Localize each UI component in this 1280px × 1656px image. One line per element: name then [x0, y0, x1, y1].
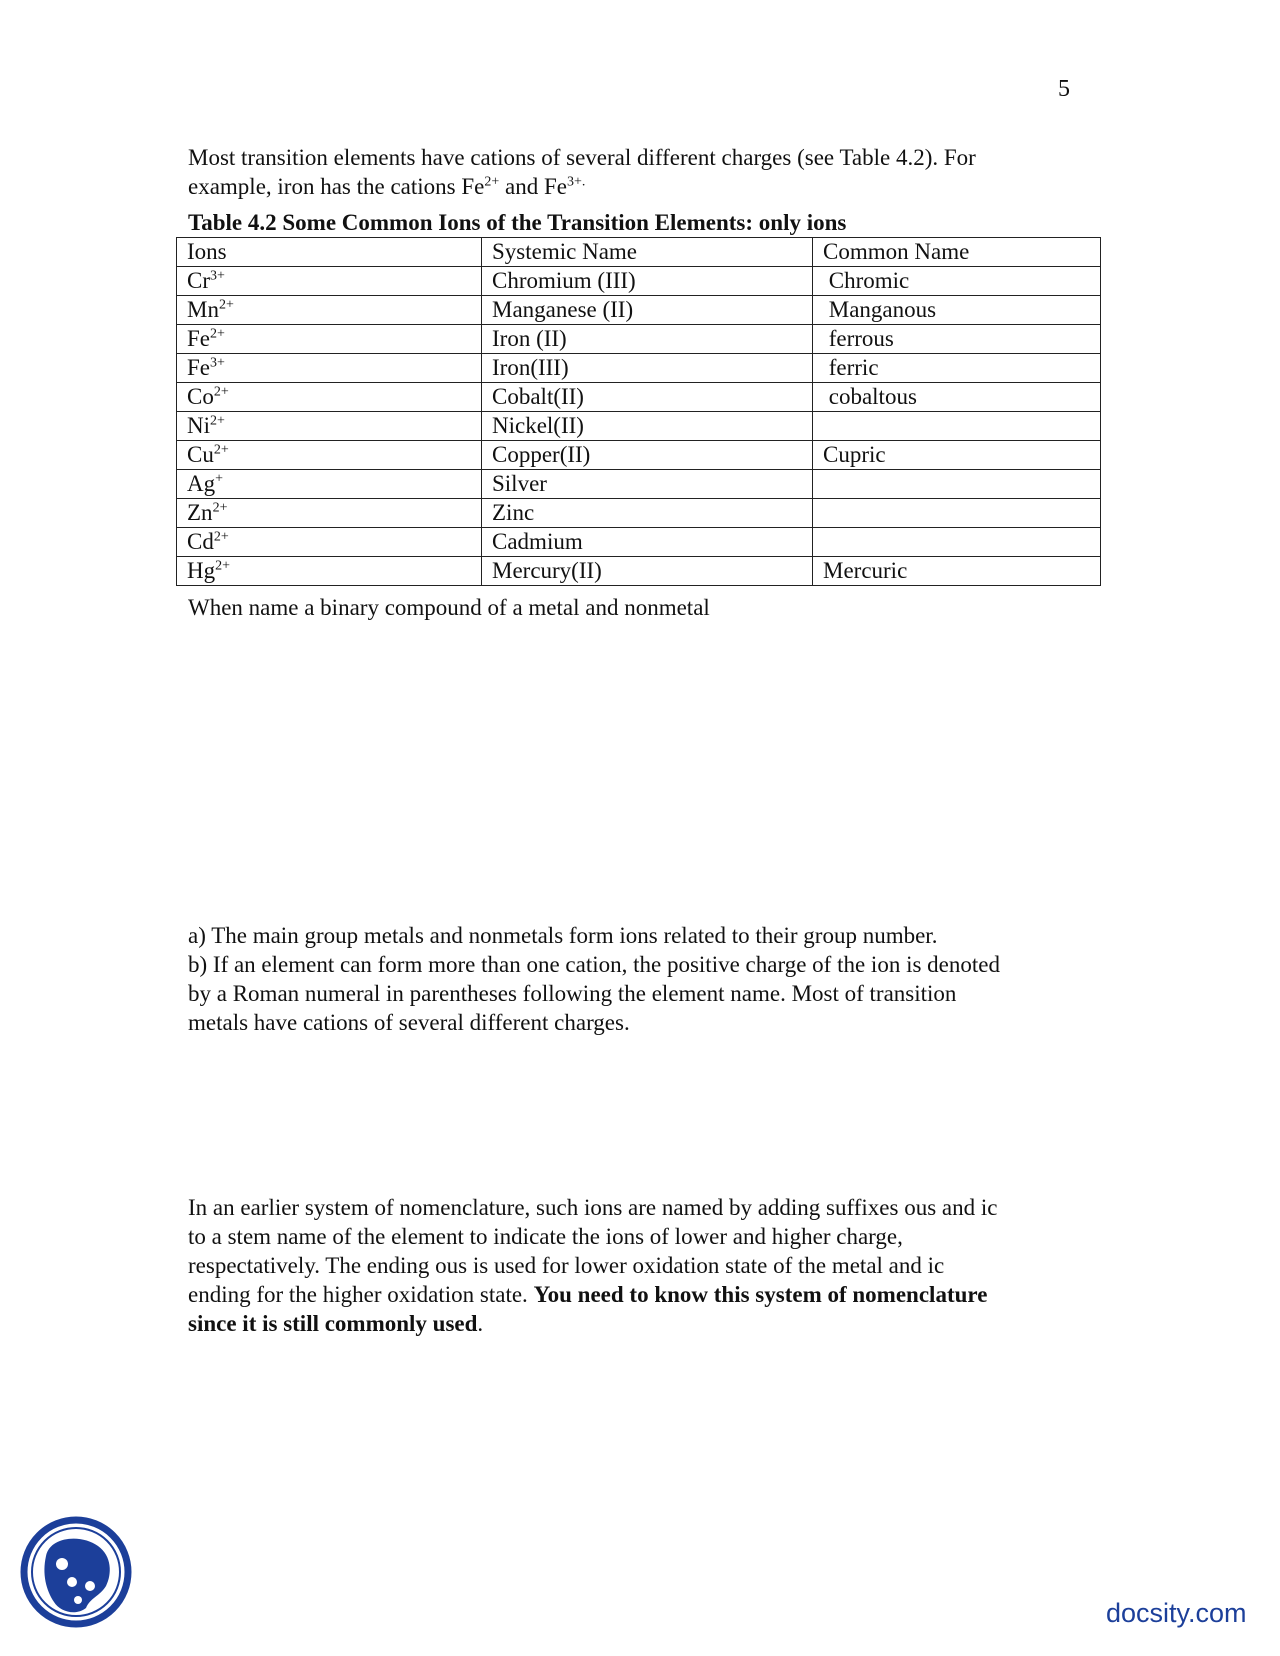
- ion-cell: [177, 557, 482, 586]
- rule-b-line-3: metals have cations of several different charges.: [188, 1010, 630, 1035]
- ion-symbol: Fe: [187, 355, 210, 380]
- systemic-name-cell: Copper(II): [482, 441, 813, 470]
- systemic-name-cell: Nickel(II): [482, 412, 813, 441]
- rule-a: a) The main group metals and nonmetals form ions related to their group number.: [188, 923, 938, 948]
- older-line-5-end: .: [477, 1311, 484, 1336]
- systemic-name-cell: Silver: [482, 470, 813, 499]
- systemic-name-cell: Chromium (III): [482, 267, 813, 296]
- intro-line-2-mid: and Fe: [499, 174, 567, 199]
- rules-paragraph: [188, 921, 1088, 1037]
- older-line-4: ending for the higher oxidation state.: [188, 1282, 534, 1307]
- table-caption: Table 4.2 Some Common Ions of the Transition Elements: only ions: [188, 210, 847, 235]
- rule-b-line-2: by a Roman numeral in parentheses following the element name. Most of transition: [188, 981, 957, 1006]
- table-row: [177, 528, 1101, 557]
- ion-symbol: Fe: [187, 326, 210, 351]
- common-name-cell: Mercuric: [813, 557, 1101, 586]
- docsity-brand-link[interactable]: docsity.com: [1106, 1598, 1247, 1628]
- table-row: [177, 267, 1101, 296]
- ion-charge: 2+: [212, 500, 228, 516]
- table-row: [177, 383, 1101, 412]
- ion-charge: 2+: [215, 558, 231, 574]
- systemic-name-cell: Cadmium: [482, 528, 813, 557]
- systemic-name-cell: Iron (II): [482, 325, 813, 354]
- ion-cell: [177, 354, 482, 383]
- systemic-name-cell: Zinc: [482, 499, 813, 528]
- systemic-name-cell: Iron(III): [482, 354, 813, 383]
- table-row: [177, 296, 1101, 325]
- ion-symbol: Co: [187, 384, 214, 409]
- common-name-cell: [813, 470, 1101, 499]
- table-header-row: [177, 238, 1101, 267]
- ion-symbol: Ni: [187, 413, 210, 438]
- ion-cell: [177, 325, 482, 354]
- ion-charge: 2+: [213, 529, 229, 545]
- common-name-cell: Cupric: [813, 441, 1101, 470]
- table-row: [177, 499, 1101, 528]
- page-number: 5: [1058, 76, 1070, 102]
- ion-symbol: Mn: [187, 297, 219, 322]
- ion-charge: 2+: [213, 384, 229, 400]
- header-common-name: Common Name: [813, 238, 1101, 267]
- ion-cell: [177, 267, 482, 296]
- ion-cell: [177, 441, 482, 470]
- common-name-cell: ferrous: [813, 325, 1101, 354]
- fe2-charge: 2+: [484, 174, 500, 190]
- systemic-name-cell: Mercury(II): [482, 557, 813, 586]
- table-row: [177, 441, 1101, 470]
- ion-charge: 3+: [210, 355, 225, 371]
- intro-paragraph: [188, 143, 1088, 201]
- common-name-cell: Manganous: [813, 296, 1101, 325]
- ion-symbol: Cd: [187, 529, 214, 554]
- ion-cell: [177, 383, 482, 412]
- ion-charge: 2+: [210, 326, 225, 342]
- common-name-cell: [813, 412, 1101, 441]
- older-line-1: In an earlier system of nomenclature, such ions are named by adding suffixes ous and ic: [188, 1195, 998, 1220]
- ions-table: [176, 237, 1101, 586]
- common-name-cell: [813, 528, 1101, 557]
- table-row: [177, 325, 1101, 354]
- systemic-name-cell: Cobalt(II): [482, 383, 813, 412]
- header-systemic-name: Systemic Name: [482, 238, 813, 267]
- ion-charge: 2+: [210, 413, 225, 429]
- intro-line-2-prefix: example, iron has the cations Fe: [188, 174, 485, 199]
- ion-symbol: Hg: [187, 558, 216, 583]
- header-ions: Ions: [177, 238, 482, 267]
- ion-cell: [177, 296, 482, 325]
- ion-cell: [177, 528, 482, 557]
- ion-symbol: Zn: [187, 500, 213, 525]
- common-name-cell: ferric: [813, 354, 1101, 383]
- fe3-charge: 3+.: [567, 174, 586, 190]
- older-line-4-bold: You need to know this system of nomenclature: [533, 1282, 988, 1307]
- older-line-2: to a stem name of the element to indicate the ions of lower and higher charge,: [188, 1224, 903, 1249]
- ion-charge: 2+: [213, 442, 229, 458]
- older-line-5-bold: since it is still commonly used: [188, 1311, 478, 1336]
- ion-cell: [177, 412, 482, 441]
- ion-charge: 2+: [218, 297, 234, 313]
- docsity-logo-icon[interactable]: [20, 1516, 132, 1628]
- table-row: [177, 354, 1101, 383]
- ion-charge: 3+: [210, 268, 225, 284]
- ion-charge: +: [215, 471, 224, 487]
- older-system-paragraph: [188, 1193, 1088, 1338]
- ion-symbol: Ag: [187, 471, 216, 496]
- ion-cell: [177, 470, 482, 499]
- table-row: [177, 557, 1101, 586]
- table-row: [177, 412, 1101, 441]
- ion-cell: [177, 499, 482, 528]
- common-name-cell: cobaltous: [813, 383, 1101, 412]
- common-name-cell: Chromic: [813, 267, 1101, 296]
- ion-symbol: Cr: [187, 268, 210, 293]
- systemic-name-cell: Manganese (II): [482, 296, 813, 325]
- table-row: [177, 470, 1101, 499]
- intro-line-1: Most transition elements have cations of several different charges (see Table 4.2). For: [188, 145, 976, 170]
- older-line-3: respectatively. The ending ous is used for lower oxidation state of the metal and ic: [188, 1253, 945, 1278]
- common-name-cell: [813, 499, 1101, 528]
- rule-b-line-1: b) If an element can form more than one cation, the positive charge of the ion is denoted: [188, 952, 1000, 977]
- binary-compound-line: When name a binary compound of a metal and nonmetal: [188, 595, 710, 620]
- ion-symbol: Cu: [187, 442, 214, 467]
